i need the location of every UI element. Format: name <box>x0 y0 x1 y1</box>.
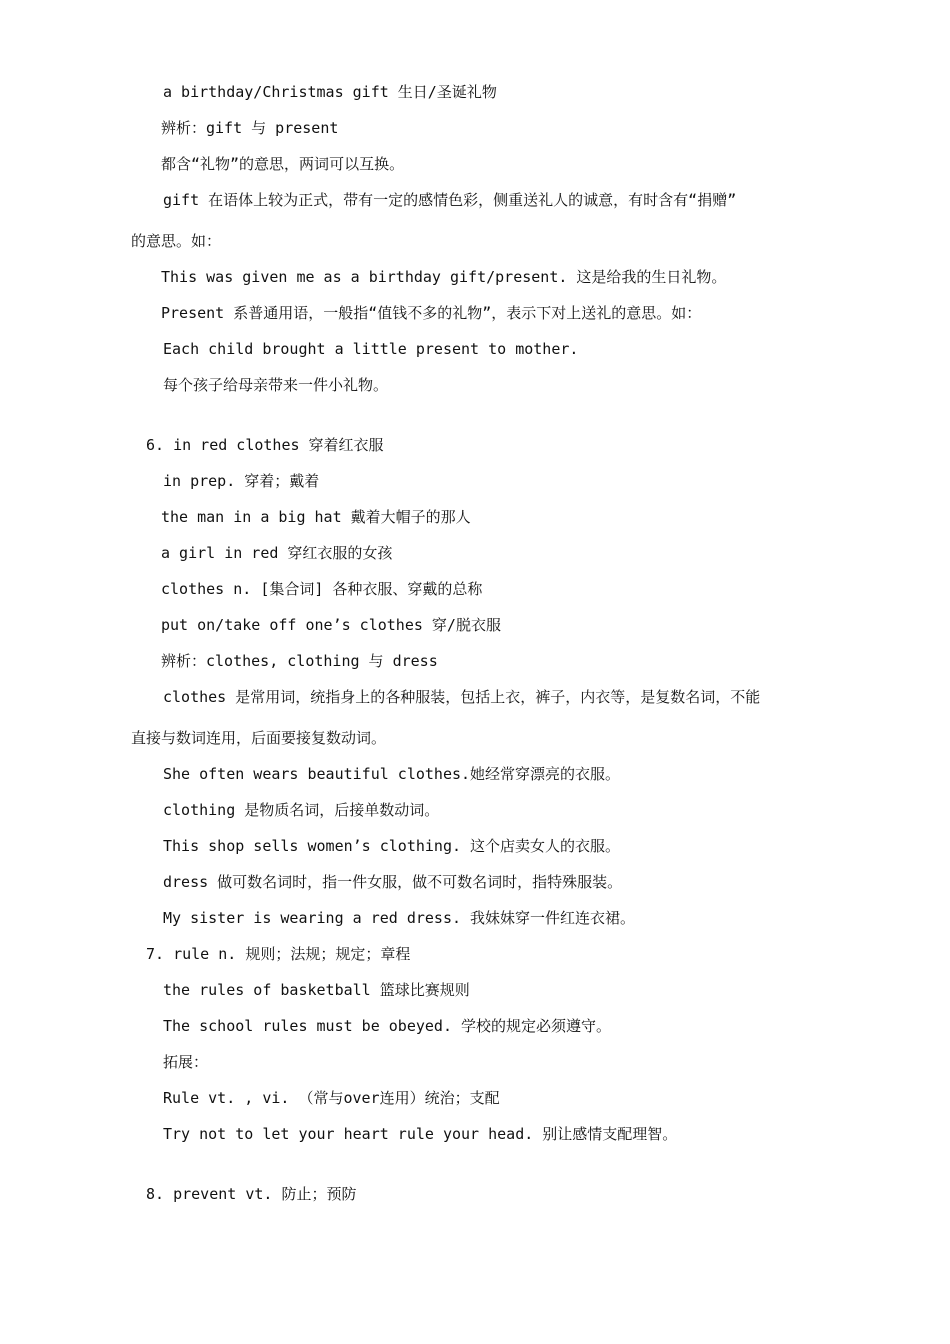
text-line: a girl in red 穿红衣服的女孩 <box>161 544 393 562</box>
text-line: gift 在语体上较为正式，带有一定的感情色彩，侧重送礼人的诚意，有时含有“捐赠” <box>163 191 737 209</box>
text-line: 辨析：clothes, clothing 与 dress <box>161 652 438 670</box>
text-line: clothes 是常用词，统指身上的各种服装，包括上衣，裤子，内衣等，是复数名词，不能 <box>163 688 761 706</box>
text-line: This shop sells women’s clothing. 这个店卖女人的衣服。 <box>163 837 621 855</box>
text-line: Present 系普通用语，一般指“值钱不多的礼物”，表示下对上送礼的意思。如： <box>161 304 702 322</box>
text-line: Try not to let your heart rule your head. 别让感情支配理智。 <box>163 1125 678 1143</box>
text-line: 的意思。如： <box>131 232 222 250</box>
text-line: My sister is wearing a red dress. 我妹妹穿一件红连衣裙。 <box>163 909 636 927</box>
text-line: 辨析：gift 与 present <box>161 119 339 137</box>
text-line: clothes n. [集合词] 各种衣服、穿戴的总称 <box>161 580 483 598</box>
section-heading: 6. in red clothes 穿着红衣服 <box>146 436 384 454</box>
text-line: She often wears beautiful clothes.她经常穿漂亮的衣服。 <box>163 765 621 783</box>
text-line: 都含“礼物”的意思，两词可以互换。 <box>161 155 405 173</box>
text-line: put on/take off one’s clothes 穿/脱衣服 <box>161 616 501 634</box>
text-line: The school rules must be obeyed. 学校的规定必须遵守。 <box>163 1017 612 1035</box>
text-line: in prep. 穿着；戴着 <box>163 472 320 490</box>
section-heading: 8. prevent vt. 防止；预防 <box>146 1185 357 1203</box>
text-line: 拓展： <box>163 1053 209 1071</box>
text-line: the rules of basketball 篮球比赛规则 <box>163 981 470 999</box>
text-line: a birthday/Christmas gift 生日/圣诞礼物 <box>163 83 497 101</box>
text-line: 直接与数词连用，后面要接复数动词。 <box>131 729 387 747</box>
text-line: This was given me as a birthday gift/present. 这是给我的生日礼物。 <box>161 268 727 286</box>
section-heading: 7. rule n. 规则；法规；规定；章程 <box>146 945 411 963</box>
text-line: 每个孩子给母亲带来一件小礼物。 <box>163 376 389 394</box>
text-line: Rule vt. , vi. （常与over连用）统治；支配 <box>163 1089 500 1107</box>
text-line: Each child brought a little present to mother. <box>163 340 579 358</box>
text-line: dress 做可数名词时，指一件女服，做不可数名词时，指特殊服装。 <box>163 873 623 891</box>
text-line: clothing 是物质名词，后接单数动词。 <box>163 801 440 819</box>
text-line: the man in a big hat 戴着大帽子的那人 <box>161 508 471 526</box>
